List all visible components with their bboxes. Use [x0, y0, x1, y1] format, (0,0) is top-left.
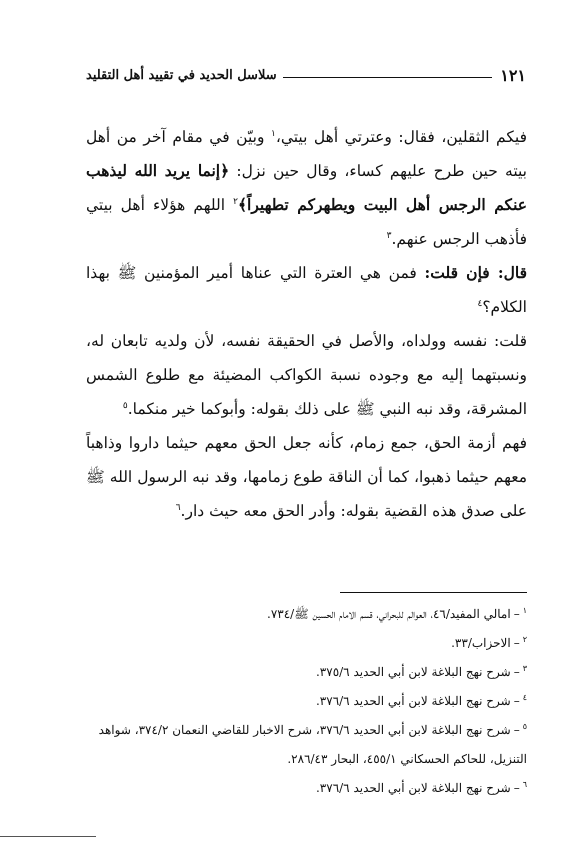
footnote-text: الاحزاب/٣٣. [451, 636, 511, 650]
footnote-ref-4: ٤ [477, 298, 483, 309]
quran-verse: ﴿إنما يريد الله ليذهب عنكم الرجس أهل البيت ويطهركم تطهيراً﴾ [86, 161, 527, 214]
footnote-ref-3: ٣ [386, 230, 392, 241]
footnote-ref-2: ٢ [233, 196, 238, 207]
paragraph-2-lead: قال: فإن قلت: [424, 263, 527, 282]
paragraph-3-text: قلت: نفسه وولداه، والأصل في الحقيقة نفسه، لأن ولديه تابعان له، ونسبتهما إليه مع وجوده نسبة الكواكب المضيئة مع طلوع الشمس المشرقة، وقد نبه النبي ﷺ على ذلك بقوله: وأبوكما خير منكما. [86, 332, 527, 418]
footnote-dash: – [513, 723, 520, 737]
footnote-text: شرح نهج البلاغة لابن أبي الحديد ٣٧٦/٦، شرح الاخبار للقاضي النعمان ٣٧٤/٢، شواهد [98, 723, 511, 737]
paragraph-3 [86, 324, 527, 426]
footnotes [76, 600, 527, 803]
footnote [76, 600, 527, 629]
footnote-dash: – [513, 781, 520, 795]
main-text [86, 120, 527, 528]
footnote-text: شرح نهج البلاغة لابن أبي الحديد ٣٧٦/٦. [315, 694, 511, 708]
footnote-separator [340, 592, 527, 593]
footnote-ref-5: ٥ [122, 400, 128, 411]
footnote [76, 774, 527, 803]
footnote-number: ١ [522, 606, 527, 615]
footnote-number: ٢ [522, 635, 527, 644]
paragraph-1-text-b: وبيّن في مقام آخر من أهل بيته حين طرح عليهم كساء، وقال حين نزل: [86, 128, 527, 180]
footnote [76, 658, 527, 687]
page-number: ١٢١ [500, 65, 526, 85]
paragraph-2 [86, 256, 527, 324]
footnote-text: امالي المفيد/٤٦، العوالم للبحراني، قسم الامام الحسين ﷺ/٧٣٤. [266, 607, 511, 621]
paragraph-2-text: فمن هي العترة التي عناها أمير المؤمنين ﷺ بهذا الكلام؟ [86, 264, 527, 316]
paragraph-1-text-c: اللهم هؤلاء أهل بيتي فأذهب الرجس عنهم. [86, 196, 527, 248]
paragraph-1 [86, 120, 527, 256]
footnote [76, 629, 527, 658]
paragraph-1-text-a: فيكم الثقلين، فقال: وعترتي أهل بيتي، [275, 128, 528, 146]
footnote-dash: – [513, 665, 520, 679]
header-rule [283, 77, 493, 78]
footnote [76, 716, 527, 745]
footnote [76, 687, 527, 716]
paragraph-4 [86, 426, 527, 528]
footnote-dash: – [513, 607, 520, 621]
running-title: سلاسل الحديد في تقييد أهل التقليد [86, 67, 277, 83]
footnote-ref-1: ١ [270, 128, 276, 139]
footnote-number: ٦ [522, 780, 527, 789]
footnote-continuation: التنزيل، للحاكم الحسكاني ٤٥٥/١، البحار ٢٨٦/٤٣. [287, 752, 527, 766]
page-edge-line [0, 836, 96, 837]
paragraph-4-text: فهم أزمة الحق، جمع زمام، كأنه جعل الحق معهم حيثما داروا وذاهباً معهم حيثما ذهبوا، كما أن الناقة طوع زمامها، وقد نبه الرسول الله ﷺ على صدق هذه القضية بقوله: وأدر الحق معه حيث دار. [86, 434, 527, 520]
footnote-number: ٤ [522, 693, 527, 702]
page-header [86, 64, 526, 86]
footnote-text: شرح نهج البلاغة لابن أبي الحديد ٣٧٦/٦. [315, 781, 511, 795]
footnote-number: ٥ [522, 722, 527, 731]
footnote-ref-6: ٦ [175, 502, 181, 513]
footnote-number: ٣ [522, 664, 527, 673]
footnote-dash: – [513, 636, 520, 650]
footnote-dash: – [513, 694, 520, 708]
footnote-text: شرح نهج البلاغة لابن أبي الحديد ٣٧٥/٦. [315, 665, 511, 679]
